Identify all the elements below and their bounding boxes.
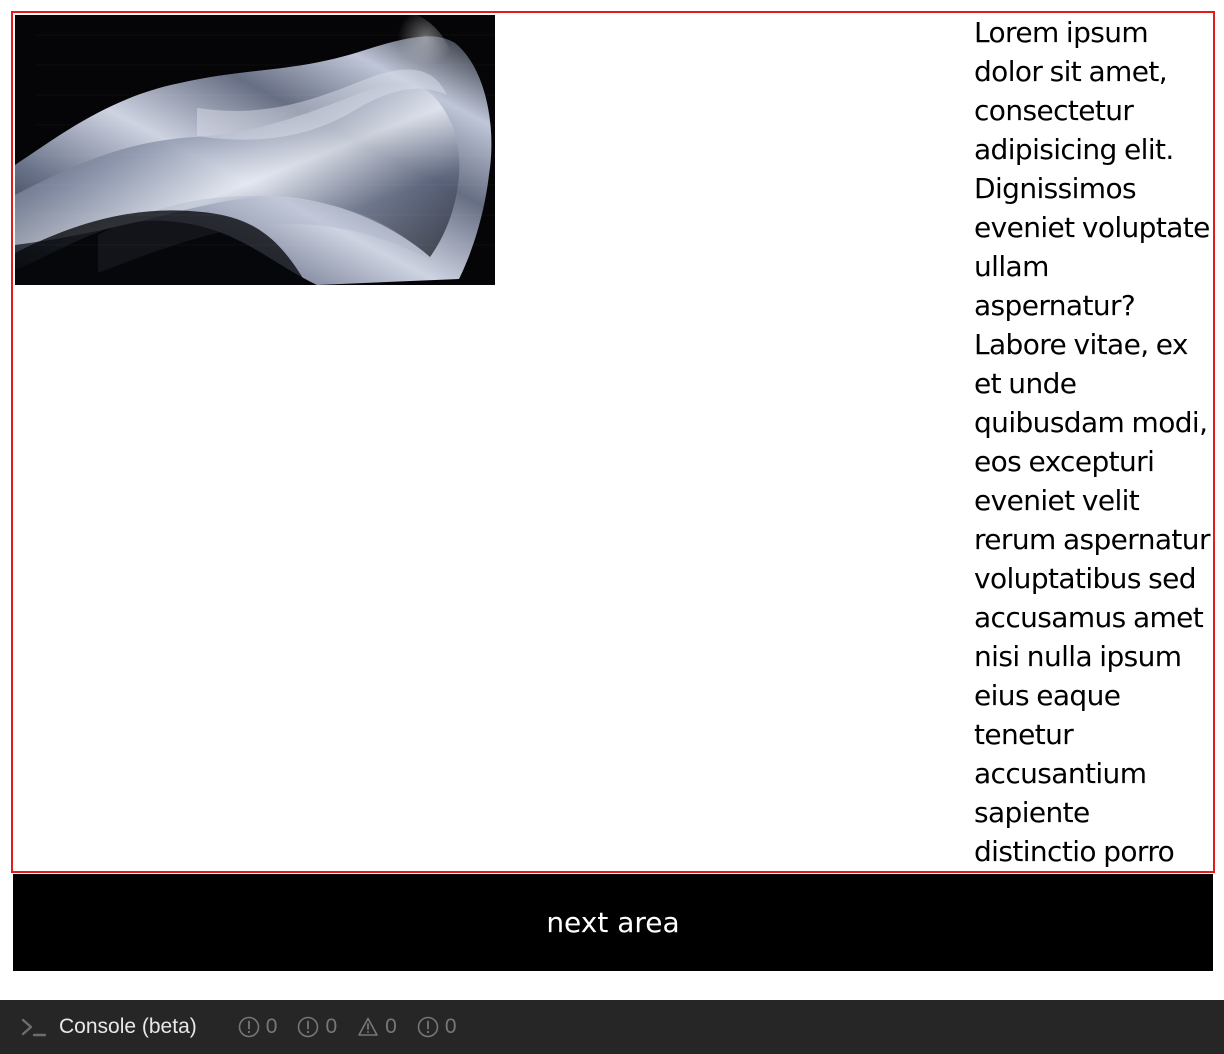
hero-image — [15, 15, 495, 285]
error-count: 0 — [325, 1015, 338, 1038]
info-counter[interactable] — [238, 1015, 278, 1039]
log-count: 0 — [444, 1015, 457, 1038]
silk-fabric-image — [15, 15, 495, 285]
log-circle-icon — [417, 1016, 439, 1038]
warning-counter[interactable] — [357, 1015, 397, 1039]
info-count: 0 — [265, 1015, 278, 1038]
content-container — [11, 11, 1215, 873]
warning-triangle-icon — [357, 1016, 379, 1038]
warning-count: 0 — [385, 1015, 397, 1038]
body-paragraph: Lorem ipsum dolor sit amet, consectetur adipisicing elit. Dignissimos eveniet voluptate ullam aspernatur? Labore vitae, ex et unde quibusdam modi, eos excepturi eveniet velit rerum aspernatur voluptatibus sed accusamus amet nisi nulla ipsum eius eaque tenetur accusantium sapiente distinctio porro — [974, 16, 1210, 868]
log-counter[interactable] — [417, 1015, 457, 1039]
console-title: Console (beta) — [59, 1015, 197, 1038]
terminal-prompt-icon — [20, 1014, 47, 1040]
next-area-label: next area — [546, 906, 680, 939]
info-circle-icon — [238, 1016, 260, 1038]
console-tab[interactable] — [20, 1000, 238, 1054]
next-area — [13, 874, 1213, 971]
console-bar — [0, 1000, 1224, 1054]
error-counter[interactable] — [297, 1015, 337, 1039]
error-circle-icon — [297, 1016, 319, 1038]
